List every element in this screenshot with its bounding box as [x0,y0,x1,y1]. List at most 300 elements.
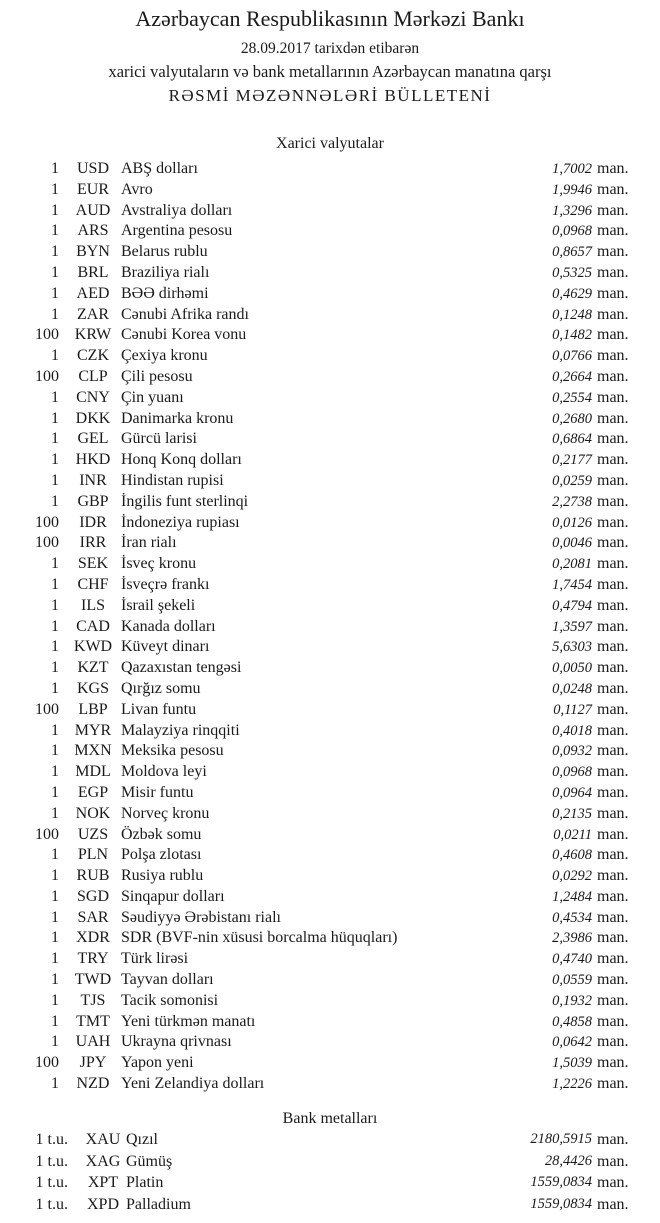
nominal-cell: 1 [51,721,59,739]
metals-table [0,1129,660,1215]
bulletin-title: RƏSMİ MƏZƏNNƏLƏRİ BÜLLETENİ [168,86,492,105]
unit-cell: man. [597,867,629,885]
unit-cell: man. [597,284,629,302]
unit-cell: man. [597,263,629,281]
currency-code-cell: CHF [77,575,109,593]
unit-cell: man. [597,846,629,864]
table-row [0,305,660,326]
currency-code-cell: GBP [77,492,109,510]
currency-name-cell: Yeni türkmən manatı [121,1012,256,1030]
nominal-cell: 1 [51,451,59,469]
unit-cell: man. [597,388,629,406]
currency-name-cell: Sinqapur dolları [121,887,225,905]
rate-cell: 0,4018 [552,722,592,739]
rate-cell: 0,2554 [552,389,592,406]
table-row [0,721,660,742]
currency-name-cell: Qazaxıstan tengəsi [121,659,242,677]
currency-name-cell: İran rialı [121,534,177,552]
metals-heading: Bank metalları [282,1110,378,1127]
currency-code-cell: TMT [76,1012,110,1030]
currency-code-cell: EGP [77,783,109,801]
rate-cell: 0,0964 [552,784,592,801]
currency-code-cell: XAU [85,1131,121,1148]
rate-cell: 0,0932 [552,743,592,760]
nominal-cell: 1 t.u. [35,1174,68,1191]
currency-name-cell: Cənubi Afrika randı [121,305,249,323]
rate-cell: 0,8657 [552,244,592,261]
currency-code-cell: MDL [75,763,111,781]
unit-cell: man. [597,929,629,947]
currency-name-cell: Hindistan rupisi [121,471,224,489]
unit-cell: man. [597,575,629,593]
table-row [0,596,660,617]
currency-code-cell: INR [79,471,107,489]
currency-code-cell: SEK [77,555,109,573]
table-row [0,804,660,825]
unit-cell: man. [597,451,629,469]
table-row [0,825,660,846]
currency-name-cell: Rusiya rublu [121,867,204,885]
currency-code-cell: XPD [86,1195,119,1213]
unit-cell: man. [597,659,629,677]
unit-cell: man. [597,887,629,905]
rate-cell: 1,7454 [552,576,592,593]
bulletin-subtitle: xarici valyutaların və bank metallarının Azərbaycan manatına qarşı [108,62,552,81]
currency-name-cell: Argentina pesosu [121,222,233,240]
currency-code-cell: CZK [77,347,109,365]
table-row [0,242,660,263]
unit-cell: man. [597,1054,629,1072]
nominal-cell: 100 [35,367,59,385]
currency-code-cell: UZS [77,825,109,843]
table-row [0,554,660,575]
table-row [0,450,660,471]
table-row [0,367,660,388]
unit-cell: man. [597,721,629,739]
rate-cell: 2180,5915 [530,1131,592,1147]
table-row [0,180,660,201]
unit-cell: man. [597,430,629,448]
nominal-cell: 1 [51,201,59,219]
unit-cell: man. [597,243,629,261]
rate-cell: 1,9946 [552,181,592,198]
unit-cell: man. [597,513,629,531]
currency-name-cell: Honq Konq dolları [121,451,242,469]
rate-cell: 0,5325 [552,264,592,281]
rate-cell: 0,4629 [552,285,592,302]
nominal-cell: 1 [51,763,59,781]
table-row [0,263,660,284]
currency-code-cell: NZD [76,1075,110,1093]
currency-code-cell: DKK [75,409,111,427]
rate-cell: 0,2664 [552,368,592,385]
rate-cell: 1,7002 [552,161,592,177]
currency-code-cell: KGS [76,679,109,697]
currency-name-cell: Moldova leyi [121,763,207,781]
currency-code-cell: EUR [77,180,109,198]
table-row [0,1053,660,1074]
unit-cell: man. [597,409,629,427]
currency-code-cell: AED [76,284,110,302]
nominal-cell: 1 t.u. [35,1195,68,1213]
currency-code-cell: ARS [77,222,109,240]
currency-code-cell: PLN [77,846,109,864]
currency-name-cell: Misir funtu [121,783,194,801]
currency-code-cell: TWD [74,971,112,989]
table-row [0,1151,660,1173]
rate-cell: 1559,0834 [530,1174,592,1190]
unit-cell: man. [597,471,629,489]
currency-name-cell: SDR (BVF-nin xüsusi borcalma hüquqları) [121,929,398,947]
currency-name-cell: İngilis funt sterlinqi [121,492,249,510]
table-row [0,346,660,367]
currency-name-cell: Tayvan dolları [121,971,214,989]
currency-code-cell: MXN [74,742,112,760]
currency-name-cell: İsveç kronu [121,555,197,573]
rate-cell: 0,0968 [552,223,592,240]
rate-cell: 1,3296 [552,202,592,219]
currency-name-cell: Belarus rublu [121,243,208,261]
currency-code-cell: SGD [76,887,109,905]
table-row [0,679,660,700]
unit-cell: man. [597,1012,629,1030]
unit-cell: man. [597,804,629,822]
table-row [0,1074,660,1095]
nominal-cell: 100 [35,513,59,531]
nominal-cell: 1 [51,867,59,885]
unit-cell: man. [597,1131,629,1148]
nominal-cell: 1 [51,950,59,968]
rate-cell: 0,2177 [552,452,592,469]
unit-cell: man. [597,742,629,760]
nominal-cell: 1 [51,347,59,365]
unit-cell: man. [597,1152,629,1170]
currencies-heading: Xarici valyutalar [276,135,384,152]
table-row [0,513,660,534]
currency-code-cell: KWD [73,638,113,656]
rate-cell: 0,1248 [552,306,592,323]
unit-cell: man. [597,638,629,656]
nominal-cell: 100 [35,700,59,718]
nominal-cell: 1 [51,617,59,635]
rate-cell: 0,0126 [552,514,592,531]
currency-name-cell: Qızıl [126,1131,158,1148]
currency-code-cell: TRY [77,950,109,968]
table-row [0,741,660,762]
currency-name-cell: Ukrayna qrivnası [121,1033,232,1051]
rate-cell: 0,6864 [552,431,592,448]
unit-cell: man. [597,1174,629,1191]
table-row [0,1012,660,1033]
rate-cell: 0,0248 [552,680,592,697]
currency-name-cell: Qırğız somu [121,679,201,697]
table-row [0,908,660,929]
currency-code-cell: HKD [75,451,111,469]
nominal-cell: 1 [51,284,59,302]
currency-code-cell: SAR [77,908,109,926]
table-row [0,1129,660,1151]
currency-name-cell: Livan funtu [121,700,197,718]
nominal-cell: 1 [51,1075,59,1093]
unit-cell: man. [597,825,629,843]
rate-cell: 0,2081 [552,556,592,573]
currency-code-cell: KRW [74,326,112,344]
rate-cell: 0,0292 [552,868,592,885]
unit-cell: man. [597,367,629,385]
rate-cell: 1,3597 [552,618,592,635]
currency-name-cell: Çexiya kronu [121,347,208,365]
rate-cell: 2,3986 [552,930,592,947]
table-row [0,762,660,783]
table-row [0,637,660,658]
currency-code-cell: XAG [85,1152,121,1170]
currency-name-cell: Səudiyyə Ərəbistanı rialı [121,908,281,926]
currency-name-cell: Meksika pesosu [121,742,224,760]
nominal-cell: 100 [35,326,59,344]
currency-code-cell: IRR [79,534,107,552]
nominal-cell: 1 [51,846,59,864]
unit-cell: man. [597,971,629,989]
nominal-cell: 1 [51,409,59,427]
nominal-cell: 1 [51,908,59,926]
currency-name-cell: Yapon yeni [121,1054,194,1072]
table-row [0,1194,660,1216]
currency-name-cell: Danimarka kronu [121,409,234,427]
nominal-cell: 100 [35,825,59,843]
nominal-cell: 1 [51,971,59,989]
currency-code-cell: XPT [87,1174,119,1191]
currency-code-cell: ILS [81,596,105,614]
currency-code-cell: ZAR [77,305,109,323]
rate-cell: 0,4608 [552,847,592,864]
currency-code-cell: CLP [78,367,108,385]
nominal-cell: 1 [51,222,59,240]
nominal-cell: 1 [51,804,59,822]
nominal-cell: 1 [51,555,59,573]
table-row [0,325,660,346]
unit-cell: man. [597,1195,629,1213]
unit-cell: man. [597,326,629,344]
unit-cell: man. [597,783,629,801]
table-row [0,783,660,804]
nominal-cell: 1 t.u. [35,1131,68,1148]
unit-cell: man. [597,1033,629,1051]
currency-name-cell: Küveyt dinarı [121,638,210,656]
currency-code-cell: USD [76,160,109,177]
currency-name-cell: Gümüş [126,1152,173,1170]
rate-cell: 1559,0834 [530,1195,592,1212]
currency-code-cell: RUB [76,867,110,885]
table-row [0,970,660,991]
unit-cell: man. [597,991,629,1009]
nominal-cell: 1 [51,929,59,947]
unit-cell: man. [597,347,629,365]
currency-code-cell: NOK [75,804,111,822]
nominal-cell: 1 [51,991,59,1009]
table-row [0,201,660,222]
currency-name-cell: Platin [126,1174,164,1191]
unit-cell: man. [597,160,629,177]
rate-cell: 0,4858 [552,1013,592,1030]
rate-cell: 0,1127 [553,701,592,718]
table-row [0,533,660,554]
nominal-cell: 1 [51,596,59,614]
nominal-cell: 1 [51,638,59,656]
table-row [0,492,660,513]
table-row [0,949,660,970]
table-row [0,575,660,596]
unit-cell: man. [597,492,629,510]
currency-name-cell: Palladium [126,1195,191,1213]
rate-cell: 0,4794 [552,597,592,614]
unit-cell: man. [597,201,629,219]
nominal-cell: 1 [51,659,59,677]
currency-name-cell: İsrail şekeli [121,596,196,614]
rate-cell: 0,0766 [552,348,592,365]
currency-code-cell: BRL [77,263,109,281]
table-row [0,845,660,866]
currency-name-cell: Çin yuanı [121,388,184,406]
currency-code-cell: MYR [74,721,112,739]
rate-cell: 5,6303 [552,639,592,656]
bank-name: Azərbaycan Respublikasının Mərkəzi Bankı [135,6,525,31]
rate-cell: 0,1482 [552,327,592,344]
nominal-cell: 1 [51,1033,59,1051]
nominal-cell: 1 [51,575,59,593]
unit-cell: man. [597,1075,629,1093]
unit-cell: man. [597,679,629,697]
currency-code-cell: GEL [77,430,109,448]
nominal-cell: 1 [51,783,59,801]
rate-cell: 28,4426 [544,1152,592,1169]
unit-cell: man. [597,555,629,573]
rate-cell: 0,2135 [552,805,592,822]
currency-code-cell: JPY [79,1054,107,1072]
currency-name-cell: Tacik somonisi [121,991,219,1009]
currency-name-cell: İndoneziya rupiası [121,513,240,531]
table-row [0,284,660,305]
currency-code-cell: IDR [79,513,107,531]
table-row [0,1032,660,1053]
table-row [0,221,660,242]
currency-name-cell: ABŞ dolları [121,160,198,177]
unit-cell: man. [597,305,629,323]
nominal-cell: 100 [35,534,59,552]
unit-cell: man. [597,950,629,968]
currency-name-cell: Polşa zlotası [121,846,202,864]
rate-cell: 0,0211 [553,826,592,843]
currency-code-cell: KZT [77,659,109,677]
table-row [0,866,660,887]
nominal-cell: 1 [51,1012,59,1030]
table-row [0,1172,660,1194]
rate-cell: 0,1932 [552,992,592,1009]
nominal-cell: 1 t.u. [35,1152,68,1170]
nominal-cell: 1 [51,492,59,510]
nominal-cell: 1 [51,887,59,905]
rate-cell: 2,2738 [552,493,592,510]
rate-cell: 0,4534 [552,909,592,926]
table-row [0,617,660,638]
unit-cell: man. [597,700,629,718]
currency-code-cell: XDR [76,929,110,947]
currency-name-cell: Cənubi Korea vonu [121,326,247,344]
table-row [0,409,660,430]
rate-cell: 0,0642 [552,1034,592,1051]
currency-name-cell: Braziliya rialı [121,263,210,281]
rate-cell: 1,5039 [552,1055,592,1072]
currency-name-cell: Gürcü larisi [121,430,197,448]
unit-cell: man. [597,763,629,781]
nominal-cell: 1 [51,430,59,448]
currency-code-cell: AUD [75,201,111,219]
currency-name-cell: Norveç kronu [121,804,210,822]
currency-name-cell: Avstraliya dolları [121,201,233,219]
currency-name-cell: Türk lirəsi [121,950,189,968]
table-row [0,700,660,721]
nominal-cell: 1 [51,243,59,261]
unit-cell: man. [597,908,629,926]
nominal-cell: 1 [51,160,59,177]
unit-cell: man. [597,534,629,552]
currency-name-cell: Avro [121,180,153,198]
currency-name-cell: İsveçrə frankı [121,575,210,593]
table-row [0,159,660,180]
rate-cell: 0,0968 [552,764,592,781]
table-row [0,658,660,679]
nominal-cell: 1 [51,679,59,697]
currency-code-cell: CNY [76,388,110,406]
rate-cell: 1,2226 [552,1076,592,1093]
unit-cell: man. [597,617,629,635]
currency-code-cell: UAH [75,1033,111,1051]
currency-code-cell: LBP [78,700,108,718]
nominal-cell: 1 [51,471,59,489]
currency-name-cell: Kanada dolları [121,617,216,635]
currency-name-cell: Çili pesosu [121,367,193,385]
rate-cell: 0,0046 [552,535,592,552]
table-row [0,429,660,450]
nominal-cell: 1 [51,305,59,323]
currency-code-cell: TJS [80,991,106,1009]
unit-cell: man. [597,180,629,198]
table-row [0,928,660,949]
nominal-cell: 1 [51,263,59,281]
table-row [0,887,660,908]
currency-name-cell: Malayziya rinqqiti [121,721,240,739]
unit-cell: man. [597,596,629,614]
currency-table [0,159,660,1095]
effective-date: 28.09.2017 tarixdən etibarən [240,40,420,57]
currency-name-cell: Özbək somu [121,825,202,843]
table-row [0,471,660,492]
nominal-cell: 1 [51,180,59,198]
rate-cell: 0,0259 [552,472,592,489]
table-row [0,991,660,1012]
unit-cell: man. [597,222,629,240]
rate-cell: 0,0050 [552,660,592,677]
nominal-cell: 1 [51,388,59,406]
currency-code-cell: BYN [76,243,110,261]
rate-cell: 0,0559 [552,972,592,989]
table-row [0,388,660,409]
rate-cell: 0,2680 [552,410,592,427]
rate-cell: 0,4740 [552,951,592,968]
nominal-cell: 100 [35,1054,59,1072]
currency-name-cell: Yeni Zelandiya dolları [121,1075,265,1093]
rate-cell: 1,2484 [552,888,592,905]
nominal-cell: 1 [51,742,59,760]
